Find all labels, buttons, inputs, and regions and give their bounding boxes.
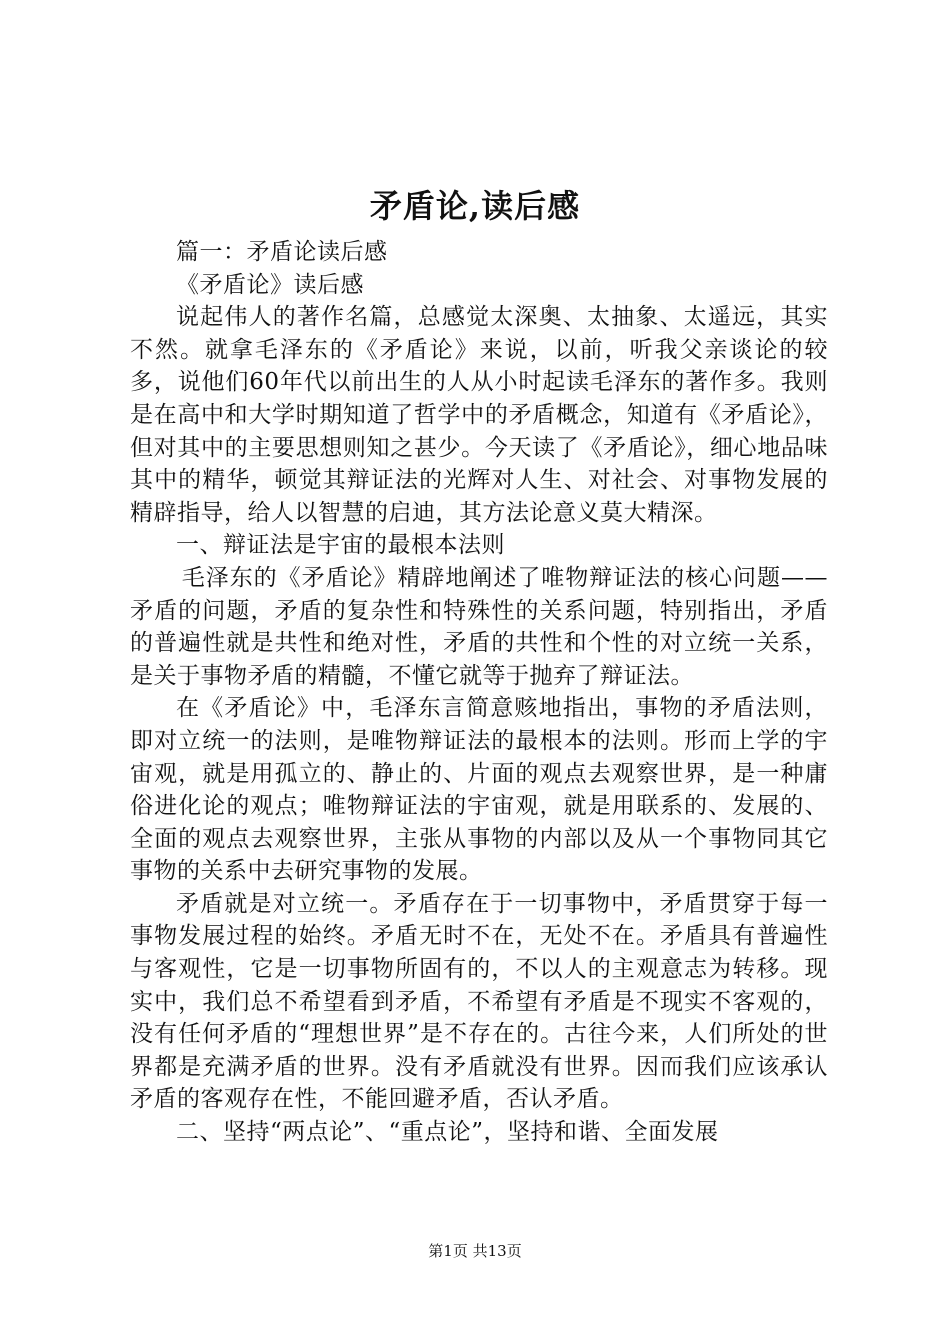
page-number-footer: 第1页 共13页 xyxy=(428,1242,522,1260)
paragraph-unity-of-opposites: 矛盾就是对立统一。矛盾存在于一切事物中，矛盾贯穿于每一事物发展过程的始终。矛盾无时不在，无处不在。矛盾具有普遍性与客观性，它是一切事物所固有的，不以人的主观意志为转移。现实中，我们总不希望看到矛盾，不希望有矛盾是不现实不客观的，没有任何矛盾的“理想世界”是不存在的。古往今来，人们所处的世界都是充满矛盾的世界。没有矛盾就没有世界。因而我们应该承认矛盾的客观存在性，不能回避矛盾，否认矛盾。 xyxy=(130,890,828,1113)
paragraph-dialectics-core: 毛泽东的《矛盾论》精辟地阐述了唯物辩证法的核心问题——矛盾的问题，矛盾的复杂性和特殊性的关系问题，特别指出，矛盾的普遍性就是共性和绝对性，矛盾的共性和个性的对立统一关系，是关于事物矛盾的精髓，不懂它就等于抛弃了辩证法。 xyxy=(130,564,828,689)
document-title: 矛盾论,读后感 xyxy=(369,187,581,225)
section-heading-two: 二、坚持“两点论”、“重点论”，坚持和谐、全面发展 xyxy=(176,1119,719,1146)
document-body xyxy=(130,236,828,1149)
article-subtitle: 《矛盾论》读后感 xyxy=(176,271,364,298)
paragraph-intro: 说起伟人的著作名篇，总感觉太深奥、太抽象、太遥远，其实不然。就拿毛泽东的《矛盾论》来说，以前，听我父亲谈论的较多，说他们60年代以前出生的人从小时起读毛泽东的著作多。我则是在高中和大学时期知道了哲学中的矛盾概念，知道有《矛盾论》，但对其中的主要思想则知之甚少。今天读了《矛盾论》，细心地品味其中的精华，顿觉其辩证法的光辉对人生、对社会、对事物发展的精辟指导，给人以智慧的启迪，其方法论意义莫大精深。 xyxy=(130,304,828,526)
section-heading-part-one: 篇一：矛盾论读后感 xyxy=(176,239,388,265)
paragraph-contradiction-law: 在《矛盾论》中，毛泽东言简意赅地指出，事物的矛盾法则，即对立统一的法则，是唯物辩证法的最根本的法则。形而上学的宇宙观，就是用孤立的、静止的、片面的观点去观察世界，是一种庸俗进化论的观点；唯物辩证法的宇宙观，就是用联系的、发展的、全面的观点去观察世界，主张从事物的内部以及从一个事物同其它事物的关系中去研究事物的发展。 xyxy=(130,695,828,885)
section-heading-one: 一、辩证法是宇宙的最根本法则 xyxy=(176,532,505,559)
